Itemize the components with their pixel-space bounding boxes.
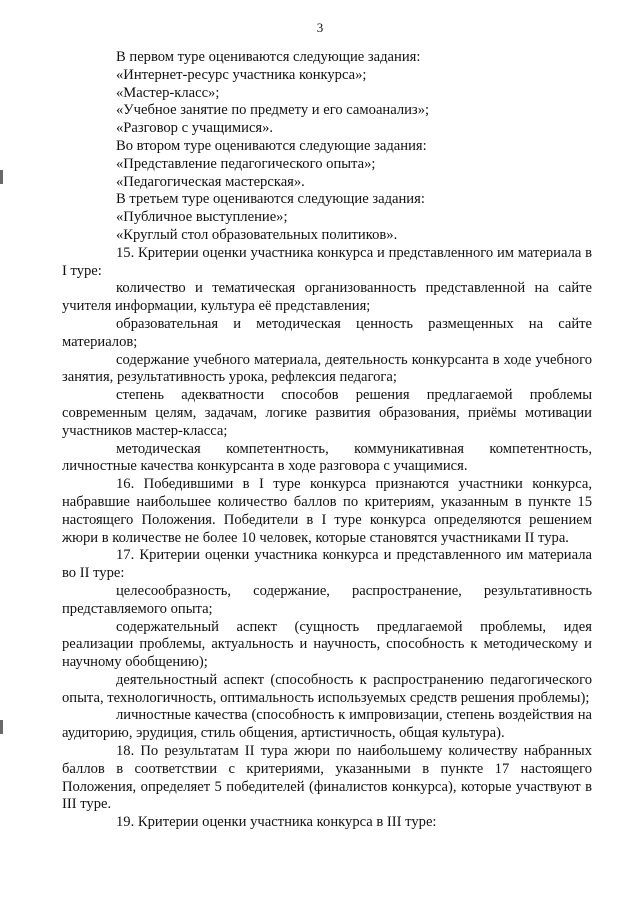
paragraph-task-workshop: «Педагогическая мастерская». [116,173,305,190]
paragraph-task-master-class: «Мастер-класс»; [116,84,220,101]
paragraph-task-internet-resource: «Интернет-ресурс участника конкурса»; [116,66,367,83]
paragraph-task-lesson: «Учебное занятие по предмету и его самоанализ»; [116,102,430,119]
scan-edge-mark [0,170,3,184]
paragraph-item-15: 15. Критерии оценки участника конкурса и представленного им материала в I туре: [62,244,592,279]
paragraph-item-16: 16. Победившими в I туре конкурса признаются участники конкурса, набравшие наибольшее количество баллов по критериям, указанным в пункте 15 настоящего Положения. Победители в I туре конкурса определяются решением жюри в количестве не более 10 человек, которые становятся участниками II тура. [62,476,592,546]
paragraph-item-18: 18. По результатам II тура жюри по наибольшему количеству набранных баллов в соответствии с критериями, указанными в пункте 17 настоящего Положения, определяет 5 победителей (финалистов конкурса), которые участвуют в III туре. [62,743,592,813]
paragraph-criterion-15-3: содержание учебного материала, деятельность конкурсанта в ходе учебного занятия, результативность урока, рефлексия педагога; [62,351,592,386]
paragraph-task-experience: «Представление педагогического опыта»; [116,155,376,172]
paragraph-task-round-table: «Круглый стол образовательных политиков». [116,226,398,243]
paragraph-criterion-15-2: образовательная и методическая ценность размещенных на сайте материалов; [62,315,592,350]
paragraph-criterion-17-3: деятельностный аспект (способность к распространению педагогического опыта, технологичность, оптимальность используемых средств решения проблемы); [62,671,592,706]
paragraph-task-public-speech: «Публичное выступление»; [116,209,288,226]
paragraph-criterion-15-1: количество и тематическая организованность представленной на сайте учителя информации, культура её представления; [62,280,592,315]
paragraph-criterion-17-1: целесообразность, содержание, распространение, результативность представляемого опыта; [62,582,592,617]
paragraph-round3-intro: В третьем туре оцениваются следующие задания: [116,191,425,208]
paragraph-criterion-15-5: методическая компетентность, коммуникативная компетентность, личностные качества конкурсанта в ходе разговора с учащимися. [62,440,592,475]
paragraph-criterion-17-4: личностные качества (способность к импровизации, степень воздействия на аудиторию, эрудиция, стиль общения, артистичность, общая культура). [62,707,592,742]
scan-edge-mark [0,720,3,734]
document-body [62,49,592,832]
paragraph-round2-intro: Во втором туре оцениваются следующие задания: [116,137,427,154]
page-number: 3 [316,20,324,35]
paragraph-round1-intro: В первом туре оцениваются следующие задания: [116,49,421,65]
paragraph-criterion-17-2: содержательный аспект (сущность предлагаемой проблемы, идея реализации проблемы, актуальность и научность, способность к методическому и научному обобщению); [62,618,592,671]
paragraph-item-17: 17. Критерии оценки участника конкурса и представленного им материала во II туре: [62,547,592,582]
paragraph-criterion-15-4: степень адекватности способов решения предлагаемой проблемы современным целям, задачам, логике развития образования, приёмы мотивации участников мастер-класса; [62,387,592,439]
paragraph-task-conversation: «Разговор с учащимися». [116,120,274,137]
paragraph-item-19: 19. Критерии оценки участника конкурса в III туре: [116,814,437,831]
